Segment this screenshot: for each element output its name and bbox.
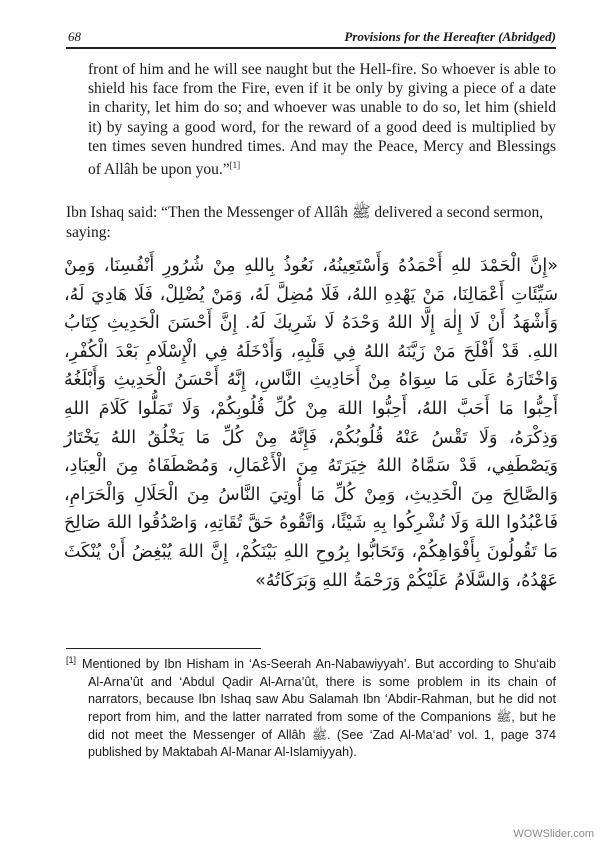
body-paragraph-1 (88, 60, 556, 179)
paragraph-1-text: front of him and he will see naught but the Hell-fire. So whoever is able to shield his face from the Fire, even if it be only by giving a piece of a date in charity, let him do so; and whoever was unable to do so, let him (shield it) by saying a good word, for the reward of a good deed is multiplied by ten times seven hundred times. And may the Peace, Mercy and Blessings of Allâh be upon you.” (88, 61, 556, 179)
footnote-reference: [1] (229, 160, 241, 171)
footnote-rule (66, 648, 261, 649)
header-rule (66, 47, 556, 49)
arabic-sermon: «إِنَّ الْحَمْدَ للهِ أَحْمَدُهُ وَأَسْتَعِينُهُ، نَعُوذُ بِاللهِ مِنْ شُرُورِ أَنْفُسِنَا، وَمِنْ سَيِّئَاتِ أَعْمَالِنَا، مَنْ يَهْدِهِ اللهُ، فَلَا مُضِلَّ لَهُ، وَمَنْ يُضْلِلْ، فَلَا هَادِيَ لَهُ، وَأَشْهَدُ أَنْ لَا إِلٰهَ إِلَّا اللهُ وَحْدَهُ لَا شَرِيكَ لَهُ. إِنَّ أَحْسَنَ الْحَدِيثِ كِتَابُ اللهِ. قَدْ أَفْلَحَ مَنْ زَيَّنَهُ اللهُ فِي قَلْبِهِ، وَأَدْخَلَهُ فِي الْإِسْلَامِ بَعْدَ الْكُفْرِ، وَاخْتَارَهُ عَلَى مَا سِوَاهُ مِنْ أَحَادِيثِ النَّاسِ، إِنَّهُ أَحْسَنُ الْحَدِيثِ وَأَبْلَغُهُ أَحِبُّوا مَا أَحَبَّ اللهُ، أَحِبُّوا اللهَ مِنْ كُلِّ قُلُوبِكُمْ، وَلَا تَمَلُّوا كَلَامَ اللهِ وَذِكْرَهُ، وَلَا تَقْسُ عَنْهُ قُلُوبُكُمْ، فَإِنَّهُ مِنْ كُلِّ مَا يَخْلُقُ اللهُ يَخْتَارُ وَيَصْطَفِي، قَدْ سَمَّاهُ اللهُ خِيَرَتَهُ مِنَ الْأَعْمَالِ، وَمُصْطَفَاهُ مِنَ الْعِبَادِ، وَالصَّالِحَ مِنَ الْحَدِيثِ، وَمِنْ كُلِّ مَا أُوتِيَ النَّاسُ مِنَ الْحَلَالِ وَالْحَرَامِ، فَاعْبُدُوا اللهَ وَلَا تُشْرِكُوا بِهِ شَيْئًا، وَاتَّقُوهُ حَقَّ تُقَاتِهِ، وَاصْدُقُوا اللهَ صَالِحَ مَا تَقُولُونَ بِأَفْوَاهِكُمْ، وَتَحَابُّوا بِرُوحِ اللهِ بَيْنَكُمْ، إِنَّ اللهَ يُبْغِضُ أَنْ يُنْكَثَ عَهْدُهُ، وَالسَّلَامُ عَلَيْكُمْ وَرَحْمَةُ اللهِ وَبَرَكَاتُهُ» (64, 256, 558, 591)
footnote (66, 652, 556, 762)
page-header (66, 27, 556, 49)
running-title: Provisions for the Hereafter (Abridged) (344, 29, 556, 44)
page-number: 68 (68, 29, 81, 44)
watermark: WOWSlider.com (513, 828, 594, 840)
footnote-entry (66, 652, 556, 762)
body-paragraph-2: Ibn Ishaq said: “Then the Messenger of Allâh ﷺ delivered a second sermon, saying: (66, 204, 544, 241)
footnote-number: [1] (66, 655, 77, 665)
footnote-text: Mentioned by Ibn Hisham in ‘As-Seerah An-Nabawiyyah’. But according to Shu‘aib Al-Arna’ût and ‘Abdul Qadir Al-Arna’ût, there is some problem in its chain of narrators, because Ibn Ishaq saw Abu Salamah Ibn ‘Abdir-Rahman, but he did not report from him, and the latter narrated from some of the Companions ﷺ, but he did not meet the Messenger of Allâh ﷺ. (See ‘Zad Al-Ma‘ad’ vol. 1, page 374 published by Maktabah Al-Manar Al-Islamiyyah). (82, 657, 556, 760)
